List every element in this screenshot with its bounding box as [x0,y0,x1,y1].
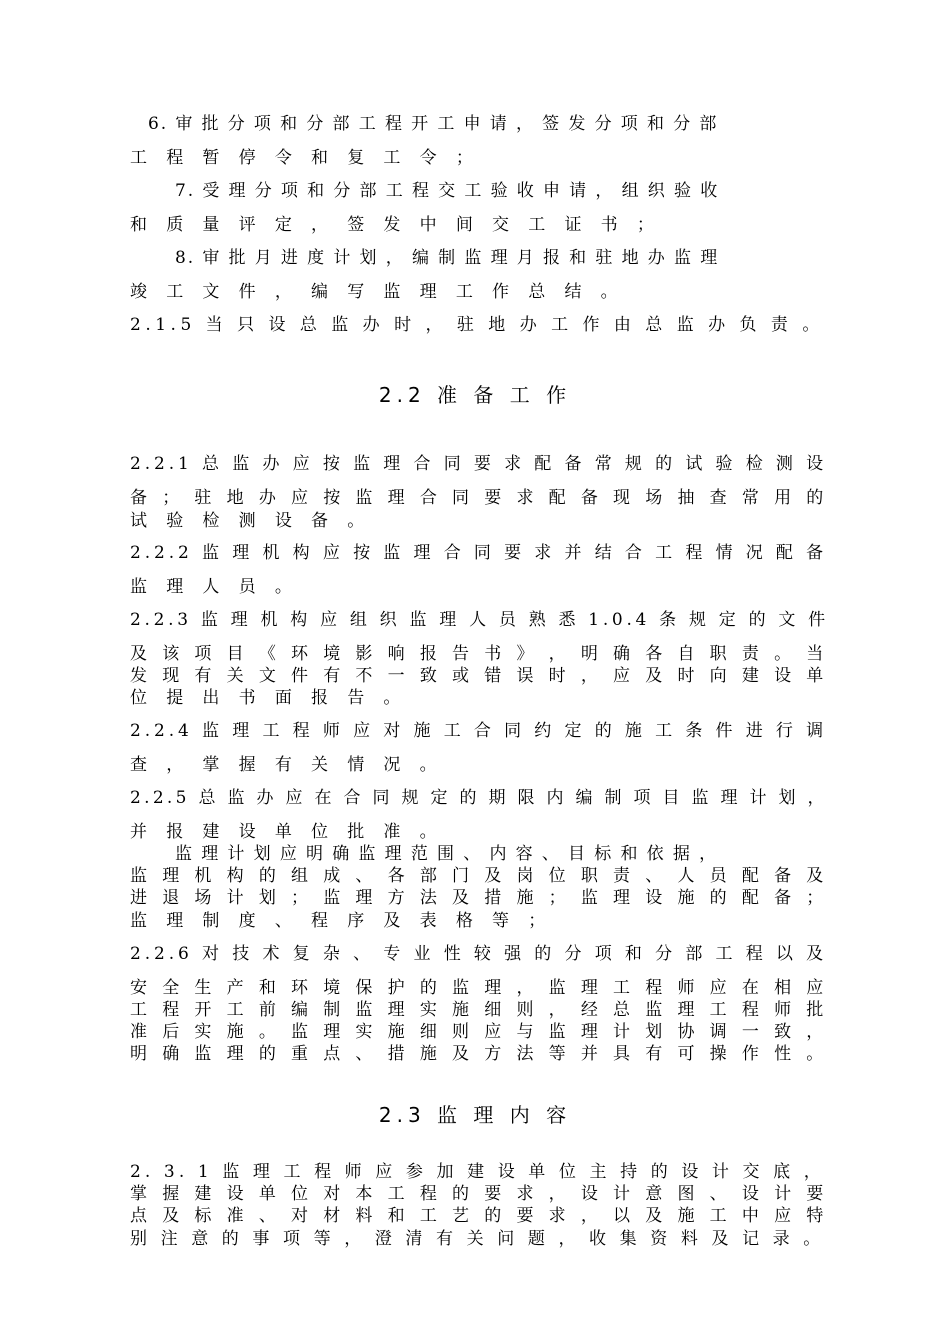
paragraph-line: 2.2.5 总 监 办 应 在 合 同 规 定 的 期 限 内 编 制 项 目 监 理 计 划 ， [130,788,828,808]
paragraph-line: 2.2.1 总 监 办 应 按 监 理 合 同 要 求 配 备 常 规 的 试 验 检 测 设 [130,454,828,474]
paragraph-line: 2.2.4 监 理 工 程 师 应 对 施 工 合 同 约 定 的 施 工 条 件 进 行 调 [130,721,828,741]
paragraph-line: 进 退 场 计 划 ； 监 理 方 法 及 措 施 ； 监 理 设 施 的 配 备 ； [130,888,829,908]
paragraph-line: 工 程 开 工 前 编 制 监 理 实 施 细 则 ， 经 总 监 理 工 程 师 批 [130,1000,829,1020]
paragraph-line: 明 确 监 理 的 重 点 、 措 施 及 方 法 等 并 具 有 可 操 作 性 。 [130,1044,829,1064]
paragraph-line: 查 ， 掌 握 有 关 情 况 。 [130,755,444,775]
paragraph-line: 准 后 实 施 。 监 理 实 施 细 则 应 与 监 理 计 划 协 调 一 致 ， [130,1022,829,1042]
paragraph-line: 别 注 意 的 事 项 等 ， 澄 清 有 关 问 题 ， 收 集 资 料 及 记 录 。 [130,1229,825,1249]
paragraph-line: 工 程 暂 停 令 和 复 工 令 ； [130,148,480,168]
paragraph-line: 监 理 人 员 。 [130,577,299,597]
paragraph-line: 安 全 生 产 和 环 境 保 护 的 监 理 ， 监 理 工 程 师 应 在 相 应 [130,978,829,998]
paragraph-line: 7. 受 理 分 项 和 分 部 工 程 交 工 验 收 申 请 ， 组 织 验 收 [175,181,720,201]
paragraph-line: 及 该 项 目 《 环 境 影 响 报 告 书 》 ， 明 确 各 自 职 责 。 当 [130,644,829,664]
paragraph-line: 6. 审 批 分 项 和 分 部 工 程 开 工 申 请 ， 签 发 分 项 和 分 部 [148,114,719,134]
paragraph-line: 掌 握 建 设 单 位 对 本 工 程 的 要 求 ， 设 计 意 图 、 设 计 要 [130,1184,829,1204]
paragraph-line: 监 理 机 构 的 组 成 、 各 部 门 及 岗 位 职 责 、 人 员 配 备 及 [130,866,829,886]
paragraph-line: 2.1.5 当 只 设 总 监 办 时 ， 驻 地 办 工 作 由 总 监 办 负 责 。 [130,315,824,335]
paragraph-line: 8. 审 批 月 进 度 计 划 ， 编 制 监 理 月 报 和 驻 地 办 监 理 [175,248,720,268]
paragraph-line: 备 ； 驻 地 办 应 按 监 理 合 同 要 求 配 备 现 场 抽 查 常 用 的 [130,488,829,508]
section-heading-2-2: 2.2 准 备 工 作 [378,383,572,407]
paragraph-line: 并 报 建 设 单 位 批 准 。 [130,822,444,842]
paragraph-line: 发 现 有 关 文 件 有 不 一 致 或 错 误 时 ， 应 及 时 向 建 设 单 [130,666,829,686]
paragraph-line: 和 质 量 评 定 ， 签 发 中 间 交 工 证 书 ； [130,215,661,235]
paragraph-line: 试 验 检 测 设 备 。 [130,511,372,531]
paragraph-line: 2.2.3 监 理 机 构 应 组 织 监 理 人 员 熟 悉 1.0.4 条 规 定 的 文 件 [130,610,829,630]
paragraph-line: 监 理 计 划 应 明 确 监 理 范 围 、 内 容 、 目 标 和 依 据 ， [175,844,718,864]
paragraph-line: 2.2.6 对 技 术 复 杂 、 专 业 性 较 强 的 分 项 和 分 部 工 程 以 及 [130,944,828,964]
paragraph-line: 监 理 制 度 、 程 序 及 表 格 等 ； [130,911,553,931]
paragraph-line: 点 及 标 准 、 对 材 料 和 工 艺 的 要 求 ， 以 及 施 工 中 应 特 [130,1206,829,1226]
paragraph-line: 2. 3. 1 监 理 工 程 师 应 参 加 建 设 单 位 主 持 的 设 计 交 底 ， [130,1162,825,1182]
paragraph-line: 竣 工 文 件 ， 编 写 监 理 工 作 总 结 。 [130,282,625,302]
paragraph-line: 2.2.2 监 理 机 构 应 按 监 理 合 同 要 求 并 结 合 工 程 情 况 配 备 [130,543,828,563]
paragraph-line: 位 提 出 书 面 报 告 。 [130,688,408,708]
section-heading-2-3: 2.3 监 理 内 容 [378,1103,572,1127]
